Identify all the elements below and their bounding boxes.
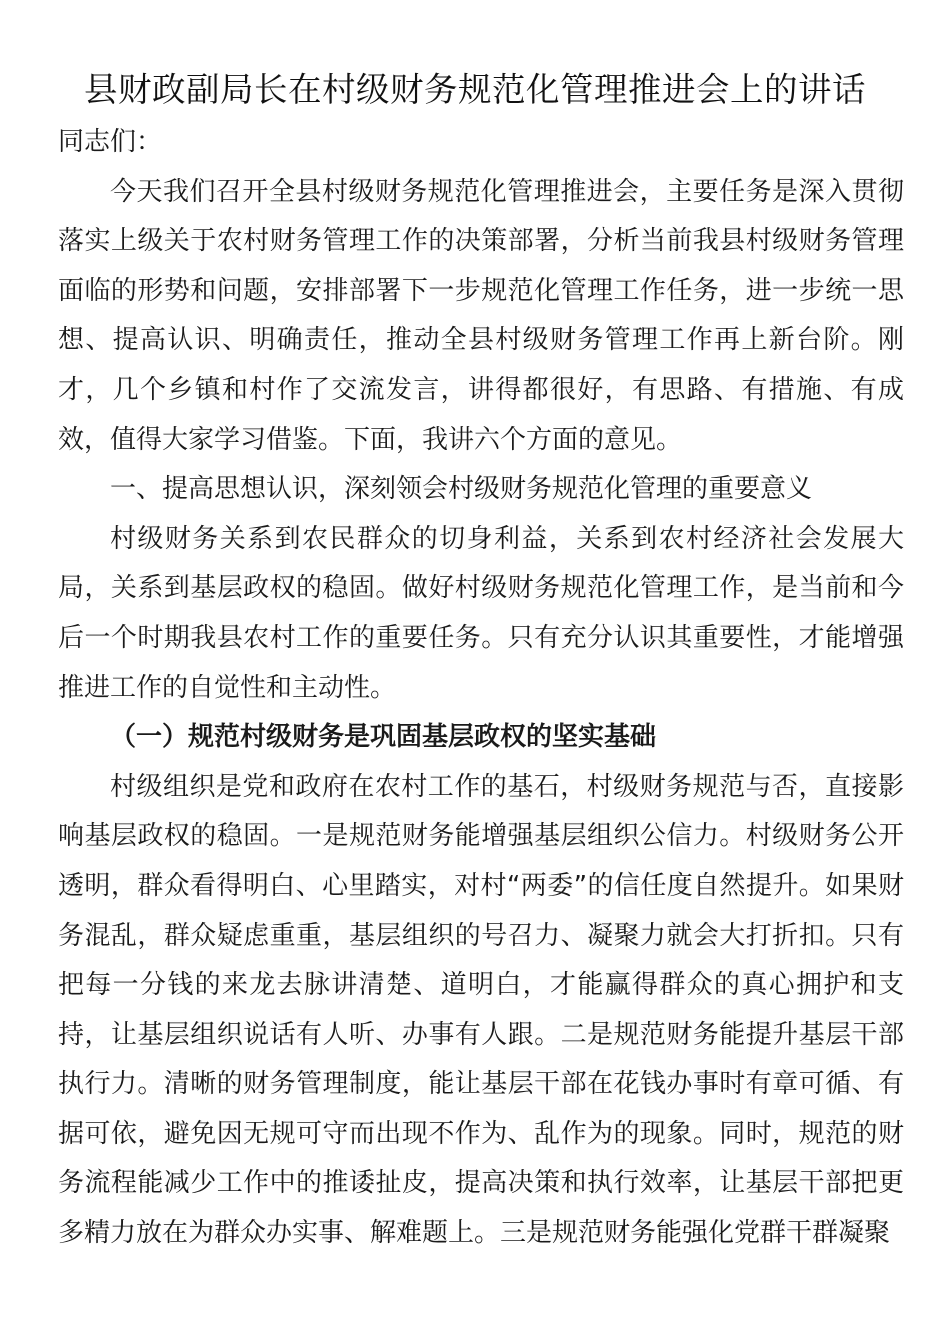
salutation: 同志们： (58, 127, 163, 157)
document-body (58, 118, 904, 1259)
intro-paragraph: 今天我们召开全县村级财务规范化管理推进会，主要任务是深入贯彻落实上级关于农村财务管理工作的决策部署，分析当前我县村级财务管理面临的形势和问题，安排部署下一步规范化管理工作任务，进一步统一思想、提高认识、明确责任，推动全县村级财务管理工作再上新台阶。刚才，几个乡镇和村作了交流发言，讲得都很好，有思路、有措施、有成效，值得大家学习借鉴。下面，我讲六个方面的意见。 (58, 176, 904, 455)
subsection-heading: （一）规范村级财务是巩固基层政权的坚实基础 (110, 722, 657, 753)
subsection-paragraph: 村级组织是党和政府在农村工作的基石，村级财务规范与否，直接影响基层政权的稳固。一是规范财务能增强基层组织公信力。村级财务公开透明，群众看得明白、心里踏实，对村“两委”的信任度自然提升。如果财务混乱，群众疑虑重重，基层组织的号召力、凝聚力就会大打折扣。只有把每一分钱的来龙去脉讲清楚、道明白，才能赢得群众的真心拥护和支持，让基层组织说话有人听、办事有人跟。二是规范财务能提升基层干部执行力。清晰的财务管理制度，能让基层干部在花钱办事时有章可循、有据可依，避免因无规可守而出现不作为、乱作为的现象。同时，规范的财务流程能减少工作中的推诿扯皮，提高决策和执行效率，让基层干部把更多精力放在为群众办实事、解难题上。三是规范财务能强化党群干群凝聚 (58, 771, 904, 1249)
section-heading: 一、提高思想认识，深刻领会村级财务规范化管理的重要意义 (110, 474, 813, 505)
document-title: 县财政副局长在村级财务规范化管理推进会上的讲话 (84, 70, 866, 109)
section-paragraph: 村级财务关系到农民群众的切身利益，关系到农村经济社会发展大局，关系到基层政权的稳固。做好村级财务规范化管理工作，是当前和今后一个时期我县农村工作的重要任务。只有充分认识其重要性，才能增强推进工作的自觉性和主动性。 (58, 523, 904, 703)
